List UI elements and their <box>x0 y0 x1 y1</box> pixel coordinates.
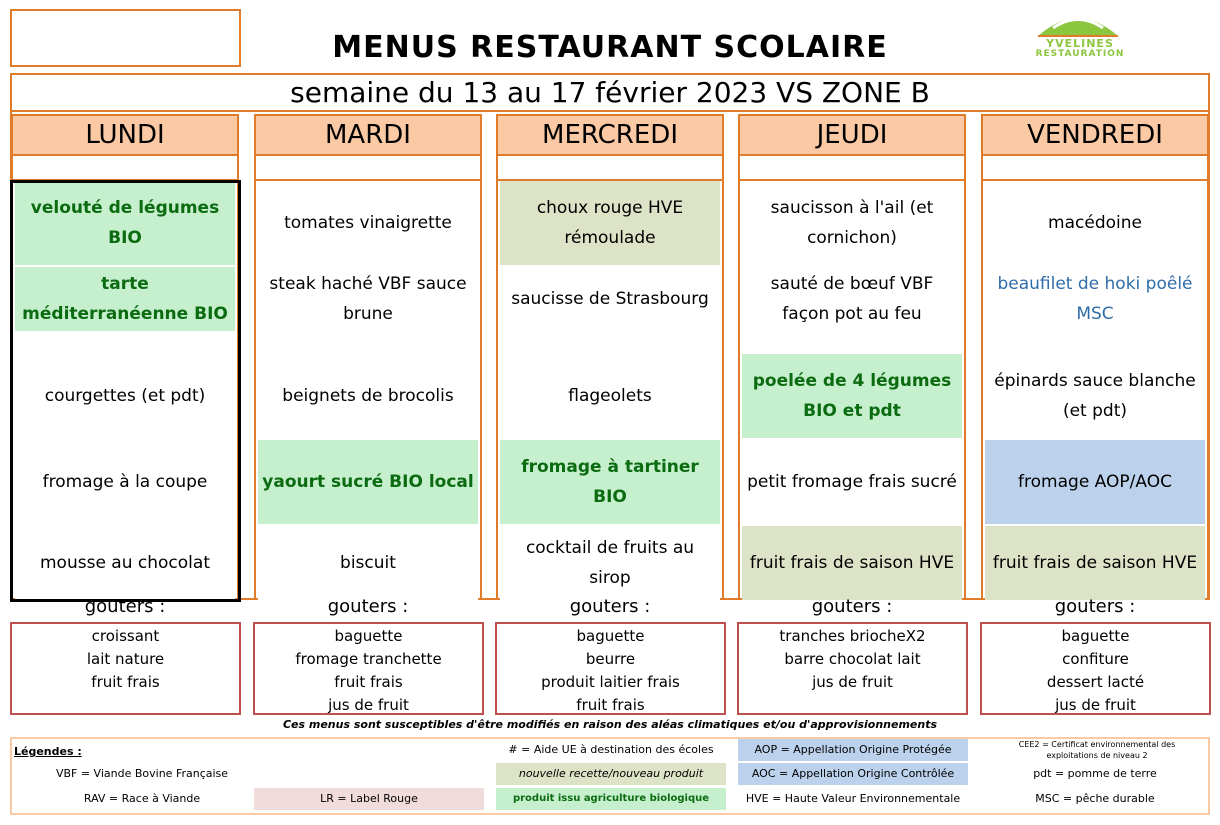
disclaimer-note: Ces menus sont susceptibles d'être modifiés en raison des aléas climatiques et/ou d'approvisionnements <box>282 718 938 731</box>
dish-main: steak haché VBF sauce brune <box>258 267 478 331</box>
gouter-item: lait nature <box>86 650 165 668</box>
logo-text <box>1020 38 1140 60</box>
gouter-item: fromage tranchette <box>295 650 442 668</box>
week-title: semaine du 13 au 17 février 2023 VS ZONE B <box>290 76 930 109</box>
today-highlight-frame <box>10 180 241 602</box>
dish-cheese: fromage à la coupe <box>15 440 235 524</box>
dish-side: beignets de brocolis <box>258 354 478 438</box>
dish-cheese: fromage AOP/AOC <box>985 440 1205 524</box>
day-header: MARDI <box>256 114 480 156</box>
legend-pdt: pdt = pomme de terre <box>1033 767 1157 780</box>
gouter-item: fruit frais <box>91 673 160 691</box>
dish-entree: saucisson à l'ail (et cornichon) <box>742 181 962 265</box>
gouter-item: baguette <box>1061 627 1130 645</box>
gouters-box-mardi <box>253 622 484 715</box>
dish-cheese: yaourt sucré BIO local <box>258 440 478 524</box>
dish-entree: choux rouge HVE rémoulade <box>500 181 720 265</box>
dish-side: flageolets <box>500 354 720 438</box>
day-spacer <box>13 156 237 181</box>
gouter-item: baguette <box>334 627 403 645</box>
legend-cee: CEE2 = Certificat environnemental des exploitations de niveau 2 <box>1018 740 1176 760</box>
gouters-label: gouters : <box>569 596 651 617</box>
dish-side: poelée de 4 légumes BIO et pdt <box>742 354 962 438</box>
gouters-label: gouters : <box>327 596 409 617</box>
legend-aoc: AOC = Appellation Origine Contrôlée <box>738 763 968 785</box>
gouters-box-jeudi <box>737 622 968 715</box>
dish-main: saucisse de Strasbourg <box>500 267 720 331</box>
gouters-label: gouters : <box>811 596 893 617</box>
week-divider <box>12 110 1208 112</box>
dish-cheese: fromage à tartiner BIO <box>500 440 720 524</box>
day-column-mercredi <box>496 114 724 600</box>
gouter-item: tranches briocheX2 <box>779 627 926 645</box>
legend-bio: produit issu agriculture biologique <box>496 788 726 810</box>
dish-entree: macédoine <box>985 181 1205 265</box>
legend-nouveau: nouvelle recette/nouveau produit <box>496 763 726 785</box>
legend-ue: # = Aide UE à destination des écoles <box>508 743 714 756</box>
legend-rav: RAV = Race à Viande <box>83 792 201 805</box>
dish-dessert: fruit frais de saison HVE <box>742 526 962 600</box>
legend-title: Légendes : <box>14 745 82 758</box>
legend-msc: MSC = pêche durable <box>1035 792 1155 805</box>
gouter-item: fruit frais <box>334 673 403 691</box>
day-column-vendredi <box>981 114 1209 600</box>
day-column-mardi <box>254 114 482 600</box>
page-title: MENUS RESTAURANT SCOLAIRE <box>332 30 888 65</box>
gouters-box-vendredi <box>980 622 1211 715</box>
day-spacer <box>740 156 964 181</box>
legend-aop: AOP = Appellation Origine Protégée <box>738 739 968 761</box>
day-spacer <box>498 156 722 181</box>
gouter-item: beurre <box>585 650 636 668</box>
day-column-jeudi <box>738 114 966 600</box>
gouter-item: jus de fruit <box>1055 696 1136 714</box>
gouter-item: baguette <box>576 627 645 645</box>
dish-dessert: biscuit <box>258 526 478 600</box>
legend-box <box>10 737 1210 815</box>
dish-main: beaufilet de hoki poêlé MSC <box>985 267 1205 331</box>
gouter-item: dessert lacté <box>1046 673 1145 691</box>
gouters-box-lundi <box>10 622 241 715</box>
day-header: MERCREDI <box>498 114 722 156</box>
logo-line-1: YVELINES <box>1046 37 1114 50</box>
gouter-item: jus de fruit <box>328 696 409 714</box>
dish-dessert: cocktail de fruits au sirop <box>500 526 720 600</box>
day-header: VENDREDI <box>983 114 1207 156</box>
gouter-item: barre chocolat lait <box>784 650 921 668</box>
dish-side: courgettes (et pdt) <box>15 354 235 438</box>
header-empty-box <box>10 9 241 67</box>
dish-cheese: petit fromage frais sucré <box>742 440 962 524</box>
day-header: JEUDI <box>740 114 964 156</box>
gouters-label: gouters : <box>84 596 166 617</box>
dish-main: tarte méditerranéenne BIO <box>15 267 235 331</box>
dish-entree: velouté de légumes BIO <box>15 181 235 265</box>
gouter-item: confiture <box>1062 650 1129 668</box>
dish-side: épinards sauce blanche (et pdt) <box>985 354 1205 438</box>
dish-dessert: mousse au chocolat <box>15 526 235 600</box>
day-spacer <box>983 156 1207 181</box>
dish-entree: tomates vinaigrette <box>258 181 478 265</box>
gouter-item: fruit frais <box>576 696 645 714</box>
legend-lr: LR = Label Rouge <box>254 788 484 810</box>
gouters-label: gouters : <box>1054 596 1136 617</box>
gouter-item: jus de fruit <box>812 673 893 691</box>
legend-vbf: VBF = Viande Bovine Française <box>55 767 229 780</box>
gouters-box-mercredi <box>495 622 726 715</box>
day-spacer <box>256 156 480 181</box>
dish-main: sauté de bœuf VBF façon pot au feu <box>742 267 962 331</box>
gouter-item: produit laitier frais <box>541 673 680 691</box>
logo-line-2: RESTAURATION <box>1035 49 1125 59</box>
gouter-item: croissant <box>91 627 160 645</box>
legend-hve: HVE = Haute Valeur Environnementale <box>745 792 961 805</box>
day-header: LUNDI <box>13 114 237 156</box>
dish-dessert: fruit frais de saison HVE <box>985 526 1205 600</box>
